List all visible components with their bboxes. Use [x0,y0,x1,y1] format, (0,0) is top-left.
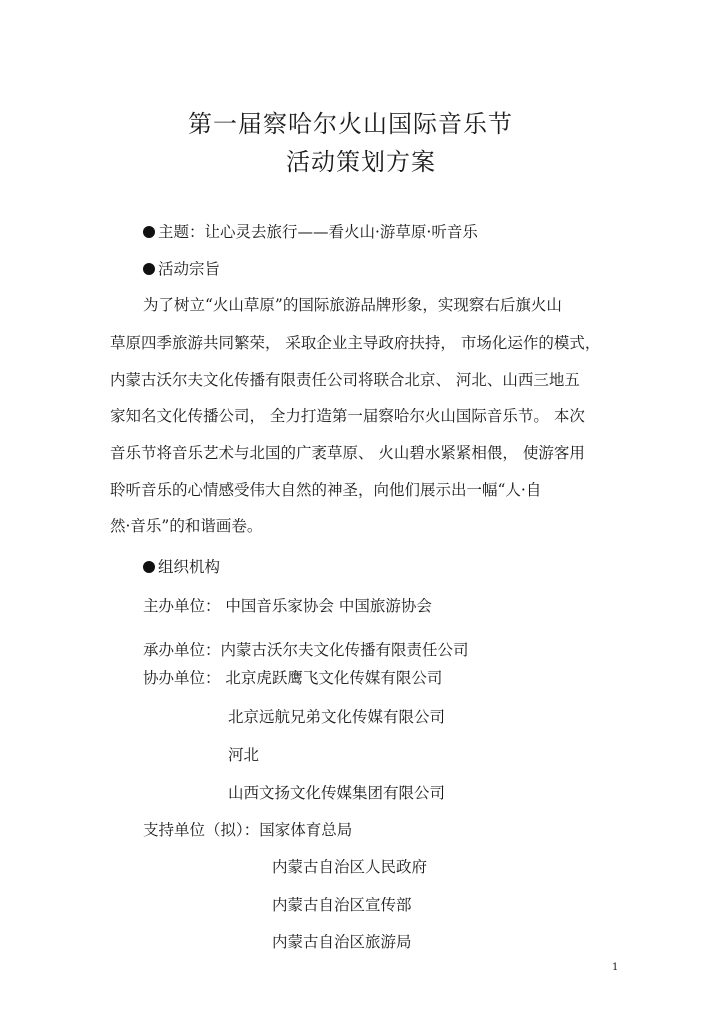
co-organizer-item: 山西文扬文化传媒集团有限公司 [228,784,446,802]
page-number: 1 [612,962,619,973]
organizer-line: 承办单位：内蒙古沃尔夫文化传播有限责任公司 [143,641,469,659]
purpose-heading [143,259,220,279]
purpose-line: 音乐节将音乐艺术与北国的广袤草原、 火山碧水紧紧相偎， 使游客用 [110,444,585,462]
purpose-line: 然·音乐”的和谐画卷。 [110,517,263,535]
purpose-line: 家知名文化传播公司， 全力打造第一届察哈尔火山国际音乐节。 本次 [110,407,585,425]
document-title: 第一届察哈尔火山国际音乐节 [188,110,513,138]
supporter-item: 内蒙古自治区旅游局 [272,933,412,951]
document-subtitle: 活动策划方案 [286,148,436,176]
host-line: 主办单位： 中国音乐家协会 中国旅游协会 [143,597,432,615]
support-line: 支持单位（拟）：国家体育总局 [143,821,353,839]
organization-heading [143,557,220,577]
co-organizer-item: 北京远航兄弟文化传媒有限公司 [228,708,446,726]
co-organizer-item: 河北 [228,746,260,764]
supporter-item: 内蒙古自治区人民政府 [272,858,428,876]
purpose-line: 内蒙古沃尔夫文化传播有限责任公司将联合北京、 河北、山西三地五 [110,371,580,389]
purpose-line: 草原四季旅游共同繁荣， 采取企业主导政府扶持， 市场化运作的模式， [110,334,601,352]
purpose-line: 为了树立“火山草原”的国际旅游品牌形象，实现察右后旗火山 [143,296,562,314]
supporter-item: 内蒙古自治区宣传部 [272,896,412,914]
bullet-icon [143,226,155,238]
theme-line [143,222,478,242]
bullet-icon [143,263,155,275]
co-organizer-line: 协办单位： 北京虎跃鹰飞文化传媒有限公司 [143,669,443,687]
organization-heading-text: 组织机构 [158,558,221,576]
purpose-line: 聆听音乐的心情感受伟大自然的神圣，向他们展示出一幅“人·自 [110,481,542,499]
bullet-icon [143,561,155,573]
purpose-heading-text: 活动宗旨 [158,260,221,278]
theme-text: 主题：让心灵去旅行——看火山·游草原·听音乐 [158,223,478,241]
